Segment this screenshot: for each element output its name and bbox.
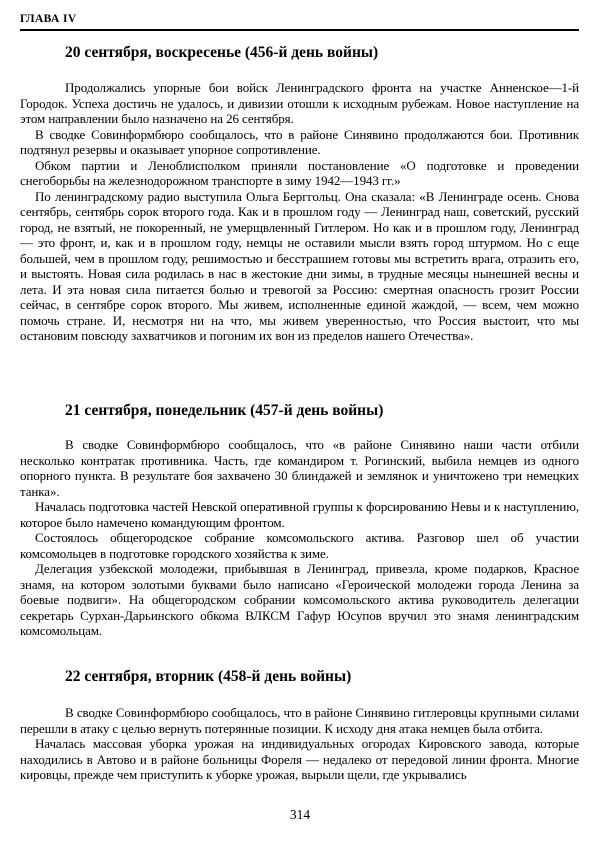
paragraph: Обком партии и Леноблисполком приняли постановление «О подготовке и проведении снегоборьбы на железнодорожном транспорте в зиму 1942—1943 гг.» bbox=[20, 157, 579, 188]
paragraph: В сводке Совинформбюро сообщалось, что «в районе Синявино наши части отбили несколько контратак противника. Часть, где командиром т. Рогинский, выбила немцев из одного опорного пункта. В результате боя захвачено 30 блиндажей и землянок и уничтожено три немецких танка». bbox=[20, 437, 579, 499]
paragraph: По ленинградскому радио выступила Ольга Берггольц. Она сказала: «В Ленинграде осень. Снова сентябрь, сентябрь сорок второго года. Как и в прошлом году — Ленинград наш, советский, русский город, не взятый, не покоренный, не умерщвленный Гитлером. Но как и в прошлом году, Ленинград — это фронт, и, как и в прошлом году, немцы не оставили мысли взять город штурмом. Но с еще большей, чем в прошлом году, решимостью и бесстрашием готовы мы встретить врага, отразить его, и выстоять. Новая сила родилась в нас в жестокие дни зимы, в трудные месяцы нынешней весны и лета. И эта новая сила питается болью и тревогой за Россию: смертная опасность грозит России сейчас, в сентябре сорок второго. Мы живем, исполненные единой жаждой, — всем, чем можно помочь стране. И, несмотря ни на что, мы живем уверенностью, что Россия выстоит, что мы остановим повсюду захватчиков и погоним их вон из пределов нашего Отечества». bbox=[20, 188, 579, 343]
paragraph: Делегация узбекской молодежи, прибывшая в Ленинград, привезла, кроме подарков, Красное знамя, на котором золотыми буквами было написано «Героической молодежи города Ленина за боевые подвиги». На общегородском собрании комсомольского актива руководитель делегации секретарь Сурхан-Дарьинского обкома ВЛКСМ Гафур Юсупов вручил это знамя ленинградским комсомольцам. bbox=[20, 561, 579, 638]
paragraph: В сводке Совинформбюро сообщалось, что в районе Синявино гитлеровцы крупными силами перешли в атаку с целью вернуть потерянные позиции. К исходу дня атака немцев была отбита. bbox=[20, 705, 579, 736]
chapter-label: ГЛАВА IV bbox=[20, 13, 77, 25]
diary-entry-sep20 bbox=[20, 44, 579, 344]
page-number: 314 bbox=[289, 807, 311, 822]
paragraph: Началась массовая уборка урожая на индивидуальных огородах Кировского завода, которые находились в Автово и в районе больницы Фореля — недалеко от передовой линии фронта. Многие кировцы, прежде чем приступить к уборке урожая, вырыли щели, где укрывались bbox=[20, 736, 579, 782]
paragraph: Началась подготовка частей Невской оперативной группы к форсированию Невы и к наступлению, которое было намечено командующим фронтом. bbox=[20, 499, 579, 530]
entry-heading-sep21: 21 сентября, понедельник (457-й день войны) bbox=[65, 402, 384, 419]
diary-entry-sep21 bbox=[20, 402, 579, 639]
entry-heading-sep20: 20 сентября, воскресенье (456-й день войны) bbox=[65, 44, 379, 61]
entry-heading-sep22: 22 сентября, вторник (458-й день войны) bbox=[65, 668, 352, 685]
running-head bbox=[20, 13, 579, 31]
diary-entry-sep22 bbox=[20, 668, 579, 783]
paragraph: Состоялось общегородское собрание комсомольского актива. Разговор шел об участии комсомольцев в подготовке городского хозяйства к зиме. bbox=[20, 530, 579, 561]
paragraph: В сводке Совинформбюро сообщалось, что в районе Синявино продолжаются бои. Противник подтянул резервы и оказывает упорное сопротивление. bbox=[20, 126, 579, 157]
paragraph: Продолжались упорные бои войск Ленинградского фронта на участке Анненское—1-й Городок. Успеха достичь не удалось, и дивизии отошли к исходным рубежам. Новое наступление на этом направлении было назначено на 26 сентября. bbox=[20, 80, 579, 126]
